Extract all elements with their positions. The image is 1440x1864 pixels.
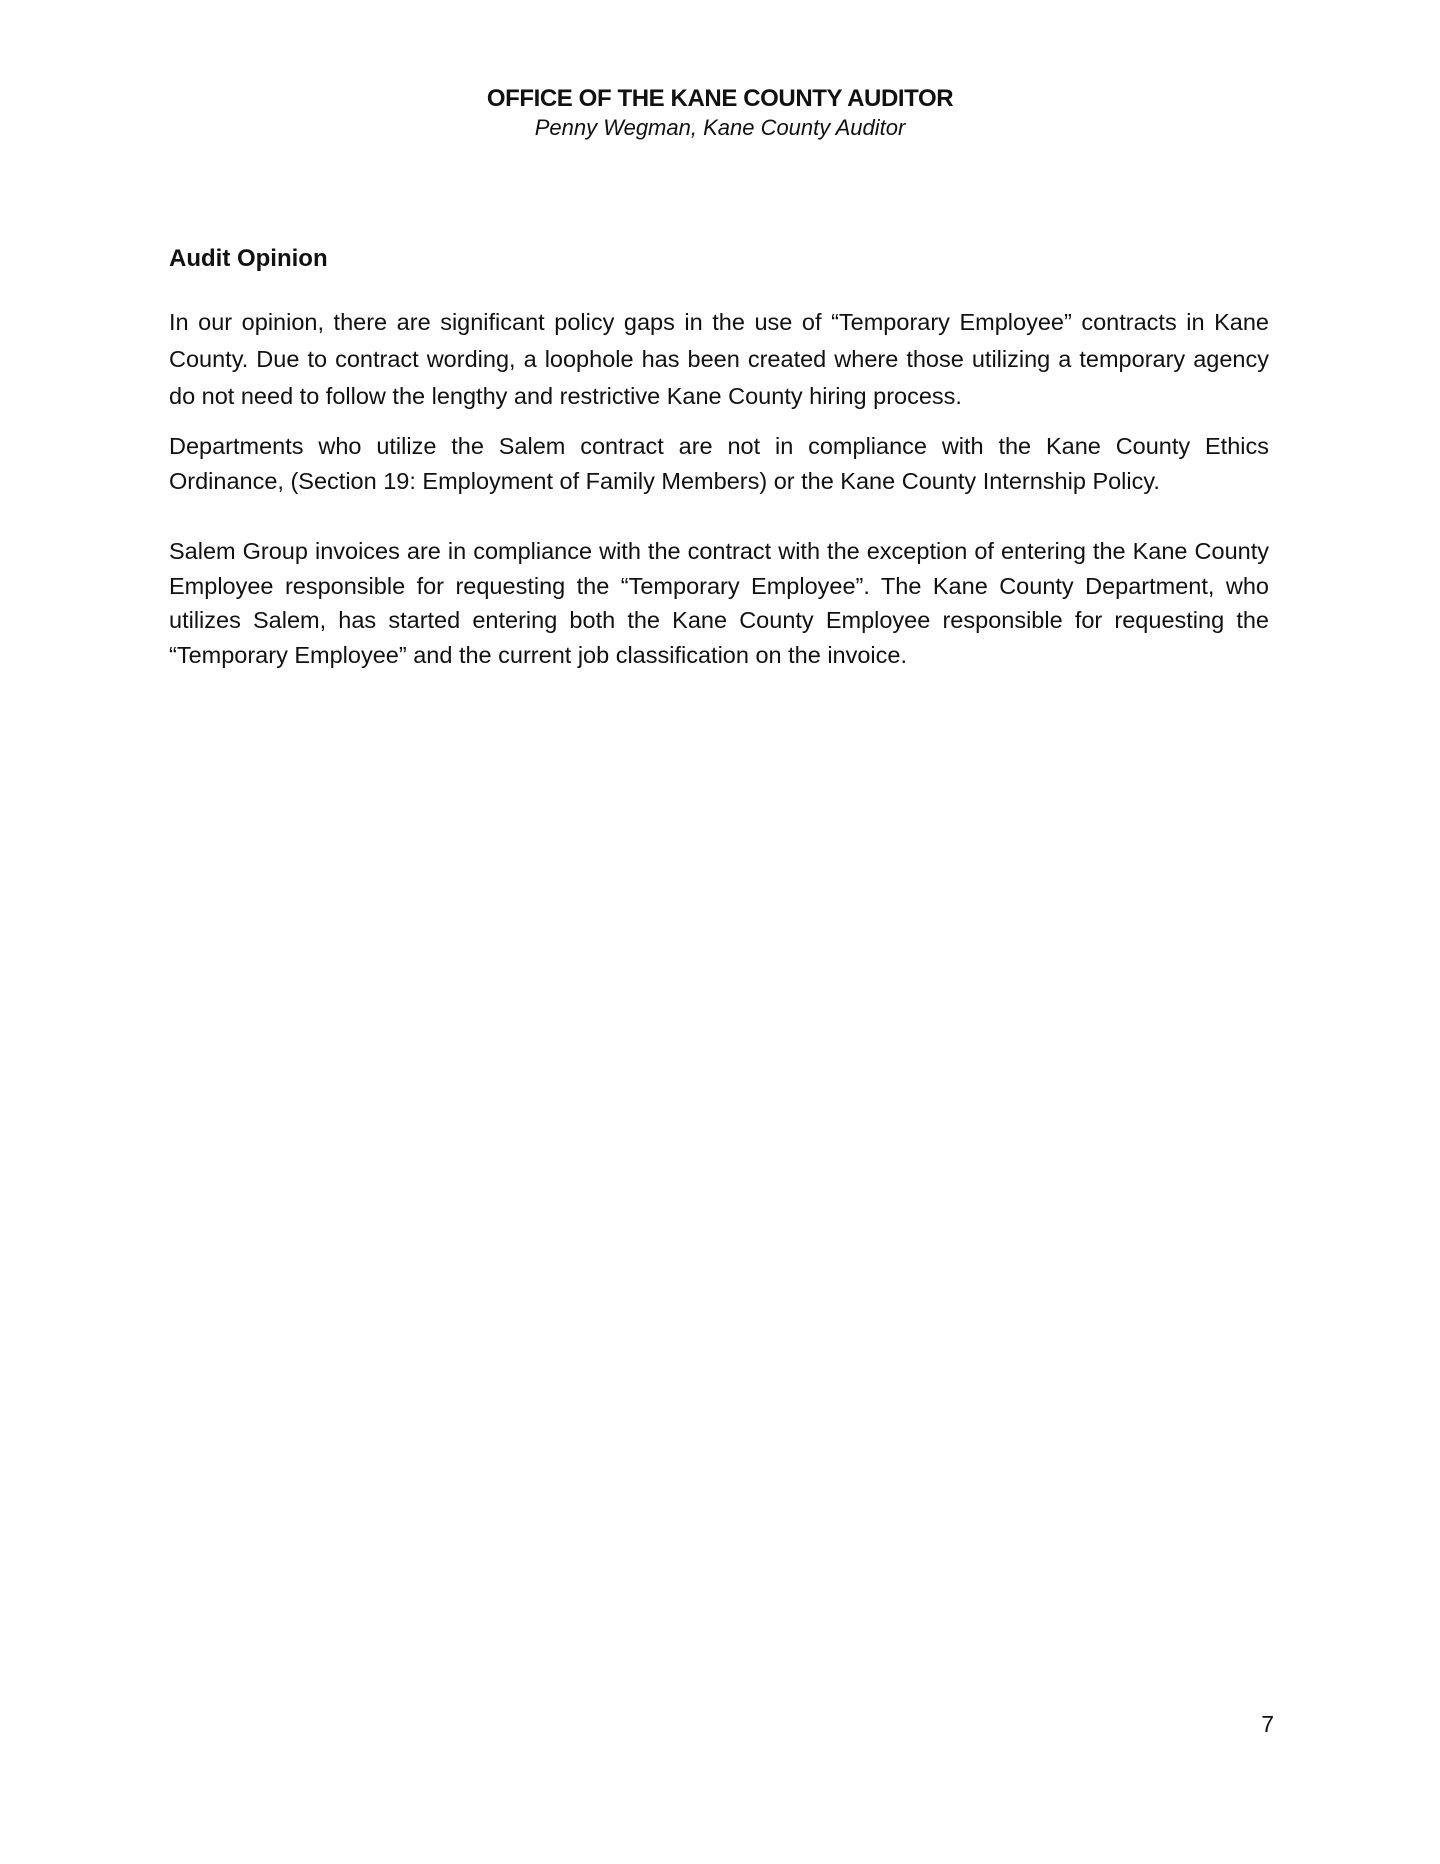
auditor-name-subtitle: Penny Wegman, Kane County Auditor: [534, 115, 906, 140]
office-title: OFFICE OF THE KANE COUNTY AUDITOR: [486, 85, 954, 112]
opinion-paragraph-invoices: Salem Group invoices are in compliance with the contract with the exception of entering the Kane County Employee responsible for requesting the “Temporary Employee”. The Kane County Department, who utilizes Salem, has started entering both the Kane County Employee responsible for requesting the “Temporary Employee” and the current job classification on the invoice.: [169, 538, 1269, 668]
opinion-paragraph-policy-gaps: In our opinion, there are significant policy gaps in the use of “Temporary Employee” contracts in Kane County. Due to contract wording, a loophole has been created where those utilizing a temporary agency do not need to follow the lengthy and restrictive Kane County hiring process.: [169, 309, 1269, 409]
page-header: [0, 84, 1440, 142]
page-number: 7: [1261, 1711, 1274, 1737]
section-heading: Audit Opinion: [169, 245, 328, 272]
audit-opinion-section: [169, 244, 1269, 672]
opinion-paragraph-compliance: Departments who utilize the Salem contract are not in compliance with the Kane County Ethics Ordinance, (Section 19: Employment of Family Members) or the Kane County Internship Policy.: [169, 433, 1269, 494]
